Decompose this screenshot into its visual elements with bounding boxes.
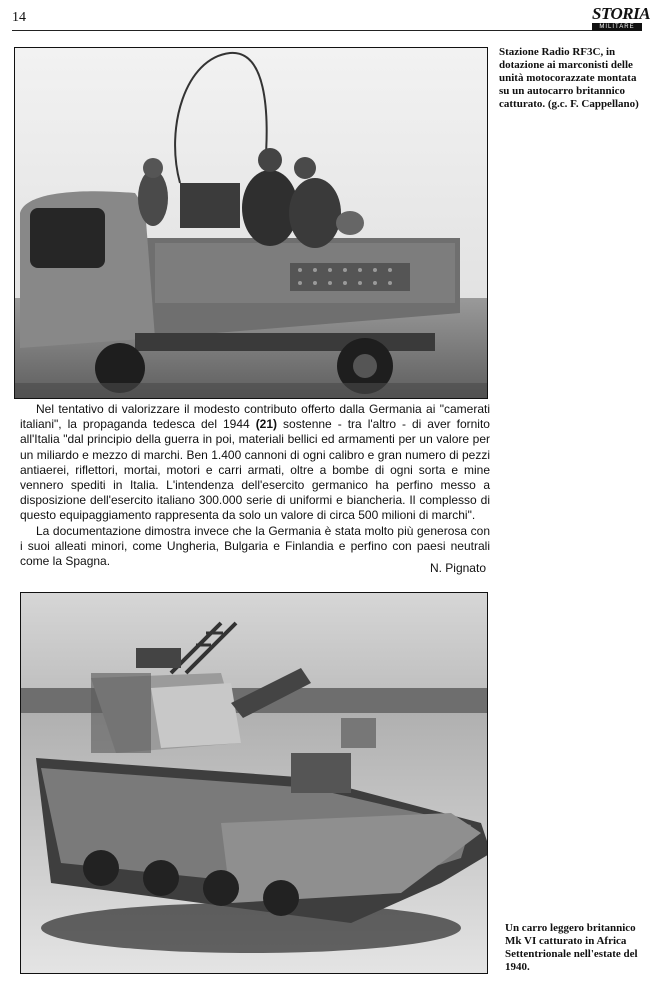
page-number: 14 xyxy=(12,10,26,25)
author-signature: N. Pignato xyxy=(429,561,486,575)
truck-radio-photo xyxy=(14,47,488,399)
logo-subtitle: MILITARE xyxy=(592,23,642,31)
article-paragraph-2: La documentazione dimostra invece che la Germania è stata molto più generosa con i suoi alleati minori, come Ungheria, Bulgaria e Finlandia e perfino con paesi neutrali come la Spagna. xyxy=(20,523,490,569)
paragraph-1-end: sostenne - tra l'altro - di aver fornito all'Italia "dal principio della guerra in poi, materiali bellici ed armamenti per un valore per un miliardo e mezzo di marchi. Ben 1.400 cannoni di ogni calibro e gran numero di pezzi antiaerei, riflettori, mortai, motori e carri armati, oltre a bombe di ogni sorta e mine vennero spediti in Italia. L'intendenza dell'esercito germanico ha perfino messo a disposizione dell'esercito italiano 300.000 serie di uniformi e biancheria. Il complesso di questo equipaggiamento rappresenta da solo un valore di circa 500 milioni di marchi". xyxy=(20,417,490,523)
logo-title: STORIA xyxy=(592,4,650,23)
paragraph-1-start: Nel tentativo di valorizzare il modesto contributo offerto dalla Germania ai "camerati italiani", la propaganda tedesca del 1944 xyxy=(20,402,490,432)
light-tank-photo xyxy=(20,592,488,974)
magazine-logo xyxy=(592,4,650,31)
truck-photo-caption: Stazione Radio RF3C, in dotazione ai marconisti delle unità motocorazzate montata su un autocarro britannico catturato. (g.c. F. Cappellano) xyxy=(499,46,639,110)
article-paragraph-1 xyxy=(20,402,490,524)
article-body xyxy=(20,402,490,569)
header-rule xyxy=(12,30,592,31)
tank-photo-caption: Un carro leggero britannico Mk VI catturato in Africa Settentrionale nell'estate del 1940. xyxy=(505,922,638,973)
footnote-reference: (21) xyxy=(255,417,278,432)
